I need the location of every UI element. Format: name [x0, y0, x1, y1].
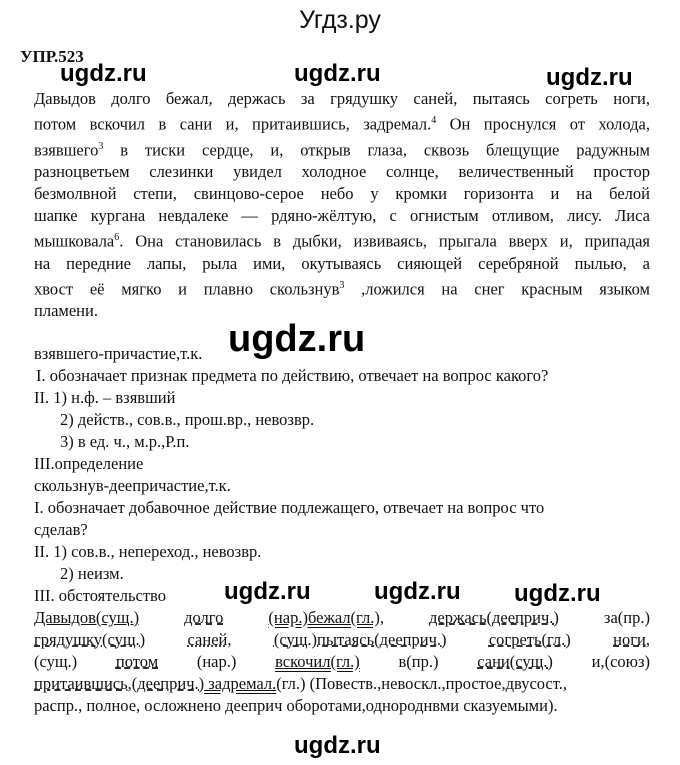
analysis-line: I. обозначает добавочное действие подлежащего, отвечает на вопрос что: [34, 498, 545, 517]
exercise-title: УПР.523: [20, 47, 84, 66]
analysis-line: I. обозначает признак предмета по действию, отвечает на вопрос какого?: [36, 366, 549, 385]
watermark: ugdz.ru: [294, 732, 381, 759]
analysis-line: скользнув-деепричастие,т.к.: [34, 476, 231, 495]
watermark: ugdz.ru: [224, 578, 311, 605]
analysis-line: II. 1) сов.в., непереход., невозвр.: [34, 542, 262, 561]
text-line: мышковала$^6$. Она становилась в дыбки, извиваясь, прыгала вверх и, припадая: [34, 231, 650, 251]
watermark: ugdz.ru: [294, 60, 381, 87]
text-line: разноцветьем слезинки увидел холодное солнце, величественный простор: [34, 162, 650, 181]
exercise-text: [34, 88, 650, 322]
text-line: шапке кургана невдалеке — рдяно-жёлтую, с огнистым отливом, лису. Лиса: [34, 206, 650, 225]
text-line: пламени.: [34, 301, 98, 320]
analysis-line: 2) действ., сов.в., прош.вр., невозвр.: [60, 410, 315, 429]
analysis-line: сделав?: [34, 520, 88, 539]
text-line: на передние лапы, рыла ими, окутываясь сияющей серебряной пылью, а: [34, 253, 650, 273]
parse-line: Давыдов(сущ.) долго (нар.)бежал(гл.), держась(дееприч.) за(пр.): [34, 608, 650, 627]
parse-line: (сущ.) потом (нар.) вскочил(гл.) в(пр.) сани(сущ.) и,(союз): [34, 652, 650, 671]
text-line: безмолвной степи, свинцово-серое небо у кромки горизонта и на белой: [34, 184, 650, 203]
watermark: ugdz.ru: [228, 318, 366, 360]
parse-line: притаившись,(дееприч.) задремал.(гл.) (Повеств.,невоскл.,простое,двусост.,: [34, 674, 567, 693]
analysis-line: III.определение: [34, 454, 144, 473]
text-line: взявшего$^3$ в тиски сердце, и, открыв глаза, сквозь блещущие радужным: [34, 140, 650, 159]
analysis-line: II. 1) н.ф. – взявший: [34, 388, 176, 407]
parse-line: грядушку(сущ.) саней, (сущ.)пытаясь(дееприч.) согреть(гл.) ноги,: [34, 630, 650, 649]
text-line: хвост её мягко и плавно скользнув$^3$ ,ложился на снег красным языком: [34, 279, 650, 298]
analysis-line: 3) в ед. ч., м.р.,Р.п.: [60, 432, 190, 451]
watermark: ugdz.ru: [514, 580, 601, 607]
analysis-line: III. обстоятельство: [34, 586, 166, 605]
parse-line: распр., полное, осложнено дееприч оборотами,однороднвми сказуемыми).: [34, 696, 558, 715]
watermark: ugdz.ru: [546, 64, 633, 91]
text-line: Давыдов долго бежал, держась за грядушку саней, пытаясь согреть ноги,: [34, 89, 650, 108]
watermark: ugdz.ru: [374, 578, 461, 605]
analysis-line: 2) неизм.: [60, 564, 124, 583]
analysis-line: взявшего-причастие,т.к.: [34, 344, 203, 363]
text-line: потом вскочил в сани и, притаившись, задремал.$^4$ Он проснулся от холода,: [34, 114, 650, 134]
watermark: ugdz.ru: [60, 60, 147, 87]
site-title: Угдз.ру: [299, 6, 381, 34]
